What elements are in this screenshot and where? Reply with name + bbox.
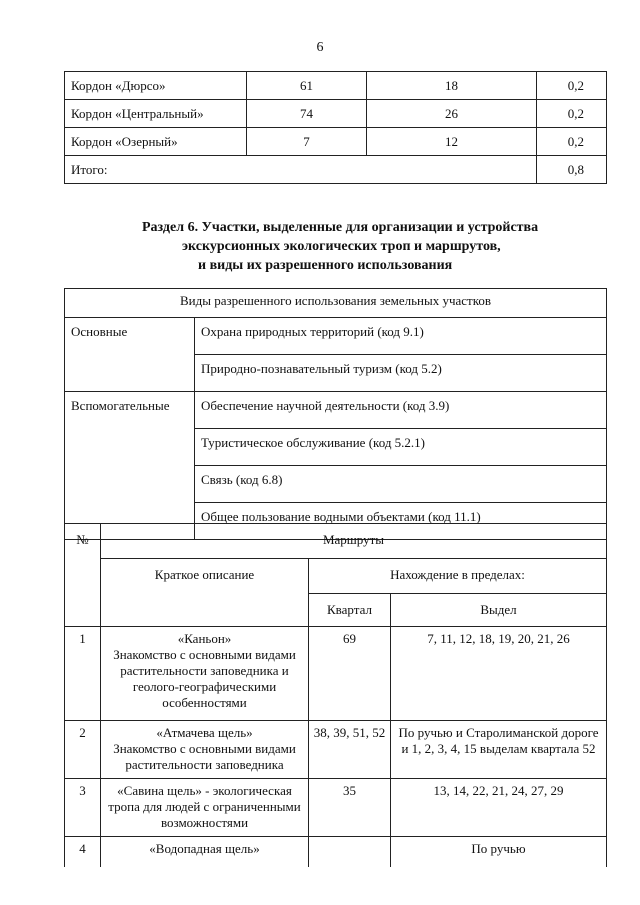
route-section: 13, 14, 22, 21, 24, 27, 29 (391, 779, 607, 837)
table-row (65, 72, 607, 100)
table-row (65, 837, 607, 867)
route-description (101, 837, 309, 867)
table-row (65, 429, 607, 466)
route-section: 7, 11, 12, 18, 19, 20, 21, 26 (391, 627, 607, 721)
total-area: 0,8 (537, 156, 607, 184)
section-heading (60, 218, 640, 275)
total-label: Итого: (65, 156, 537, 184)
summary-table (64, 71, 607, 184)
table-row (65, 355, 607, 392)
route-desc: Знакомство с основными видами растительности заповедника и геолого-географическими особенностями (113, 647, 296, 710)
table-row-total (65, 156, 607, 184)
route-title: «Савина щель» - экологическая тропа для людей с ограниченными возможностями (108, 783, 301, 830)
table-row (65, 466, 607, 503)
route-quarter: 35 (309, 779, 391, 837)
use-item: Обеспечение научной деятельности (код 3.9) (195, 392, 607, 429)
cordon-name: Кордон «Центральный» (65, 100, 247, 128)
cordon-name: Кордон «Озерный» (65, 128, 247, 156)
route-description (101, 721, 309, 779)
route-description (101, 627, 309, 721)
cell-area: 0,2 (537, 100, 607, 128)
route-section: По ручью (391, 837, 607, 867)
table-row (65, 318, 607, 355)
route-title: «Атмачева щель» (156, 725, 253, 740)
col-routes-header: Маршруты (101, 524, 607, 559)
route-title: «Водопадная щель» (149, 841, 260, 856)
route-title: «Каньон» (177, 631, 232, 646)
col-quarter-header: Квартал (309, 594, 391, 627)
col-desc-header: Краткое описание (101, 559, 309, 627)
route-no: 2 (65, 721, 101, 779)
section-heading-line: и виды их разрешенного использования (198, 258, 453, 273)
use-item: Туристическое обслуживание (код 5.2.1) (195, 429, 607, 466)
route-quarter: 69 (309, 627, 391, 721)
table-row (65, 392, 607, 429)
table-row (65, 627, 607, 721)
route-description (101, 779, 309, 837)
route-no: 3 (65, 779, 101, 837)
route-no: 1 (65, 627, 101, 721)
route-no: 4 (65, 837, 101, 867)
section-heading-line: экскурсионных экологических троп и маршрутов, (182, 239, 501, 254)
table-row (65, 721, 607, 779)
use-item: Охрана природных территорий (код 9.1) (195, 318, 607, 355)
cell-value: 61 (247, 72, 367, 100)
table-row (65, 100, 607, 128)
page-number: 6 (316, 40, 324, 55)
table-row (65, 128, 607, 156)
cordon-name: Кордон «Дюрсо» (65, 72, 247, 100)
cell-value: 26 (367, 100, 537, 128)
section-heading-line: Раздел 6. Участки, выделенные для организации и устройства (142, 220, 539, 235)
cell-area: 0,2 (537, 72, 607, 100)
permitted-use-table (64, 288, 607, 540)
table-row (65, 779, 607, 837)
route-desc: Знакомство с основными видами растительности заповедника (113, 741, 296, 772)
cell-area: 0,2 (537, 128, 607, 156)
route-quarter (309, 837, 391, 867)
col-section-header: Выдел (391, 594, 607, 627)
routes-table (64, 523, 607, 867)
category-main: Основные (65, 318, 195, 355)
cell-value: 18 (367, 72, 537, 100)
category-aux: Вспомогательные (65, 392, 195, 429)
use-item: Природно-познавательный туризм (код 5.2) (195, 355, 607, 392)
col-location-header: Нахождение в пределах: (309, 559, 607, 594)
cell-value: 7 (247, 128, 367, 156)
route-quarter: 38, 39, 51, 52 (309, 721, 391, 779)
use-item: Связь (код 6.8) (195, 466, 607, 503)
col-no-header: № (65, 524, 101, 627)
route-section: По ручью и Старолиманской дороге и 1, 2, 3, 4, 15 выделам квартала 52 (391, 721, 607, 779)
use-table-header: Виды разрешенного использования земельных участков (65, 289, 607, 318)
cell-value: 74 (247, 100, 367, 128)
cell-value: 12 (367, 128, 537, 156)
use-item: Общее пользование водными объектами (код 11.1) (195, 503, 607, 540)
